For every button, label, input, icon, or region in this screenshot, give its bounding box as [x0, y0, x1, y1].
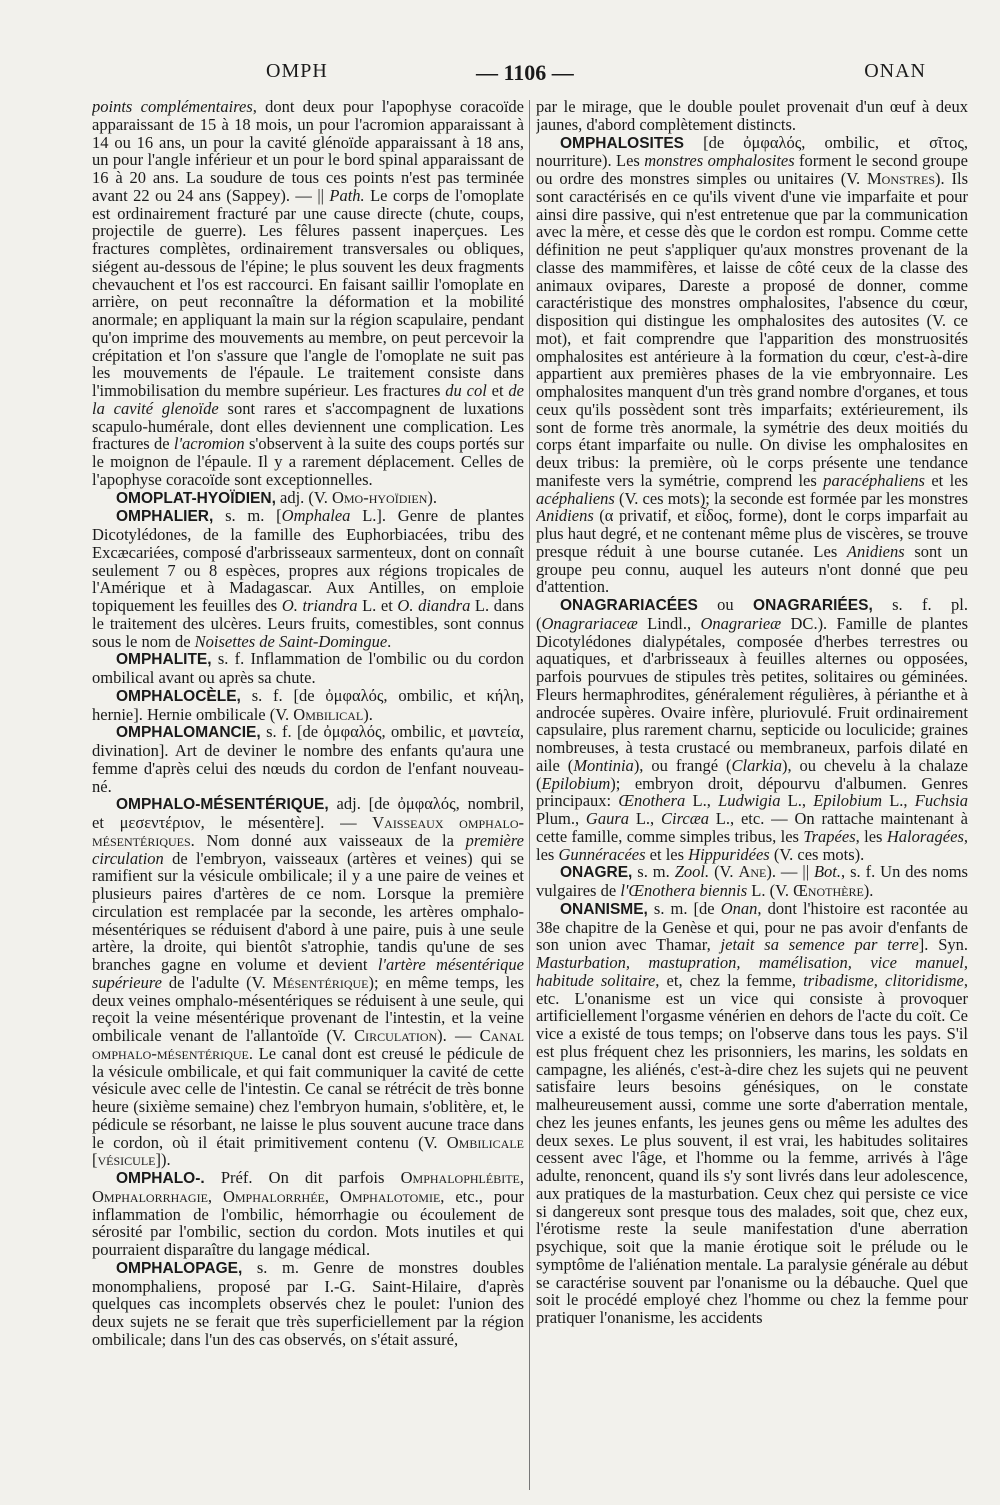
dictionary-entry [536, 134, 968, 597]
text-run: et les [924, 470, 968, 490]
small-caps-text: Mésentérique [272, 972, 369, 992]
text-run: ]. Syn. [918, 935, 968, 955]
text-run: L.]. Genre de plantes Dicotylédones, de la famille des Euphorbiacées, tribu des Excæcariées, composé d'arbrisseaux sarmenteux, dont on connaît seulement 7 ou 8 espèces, propres aux régions tropicales de l'Amérique et à Madagascar. Aux Antilles, on emploie topiquement les feuilles des [92, 506, 524, 615]
italic-text: points complémentaires [92, 98, 253, 116]
running-header [96, 60, 968, 90]
text-run: s. f. pl. ( [536, 595, 968, 633]
text-run: s. f. [de ὀμφαλός, ombilic, et μαντεία, divination]. Art de deviner le nombre des enfants qu'aura une femme d'après celui des nœuds du cordon de l'enfant nouveau-né. [92, 722, 524, 796]
text-run: , les [536, 826, 968, 864]
dictionary-entry [92, 1259, 524, 1349]
italic-text: l'Œnothera biennis [620, 881, 748, 900]
italic-text: Masturbation, mastupration, mamélisation, vice manuel, habitude solitaire [536, 953, 968, 990]
text-run: ). — [437, 1026, 480, 1045]
text-run: , etc. L'onanisme est un vice qui consiste à provoquer artificiellement l'orgasme vénérien en dehors de l'acte du coït. Ce vice a existé de tous temps; on l'observe dans tous les pays. S'il est plus fréquent chez les prisonniers, les marins, les soldats en campagne, les aliénés, c'est-à-dire chez les sujets qui ne peuvent satisfaire leurs besoins génésiques, on le constate malheureusement aussi, comme une sorte d'aberration mentale, chez les jeunes enfants, les jeunes gens ou même les adultes des deux sexes. Le plus souvent, il est vrai, les habitudes solitaires cessent avec l'âge, et l'homme ou la femme, arrivés à l'âge adulte, renoncent, quand ils s'y sont livrés dans leur adolescence, aux pratiques de la masturbation. Ceux chez qui persiste ce vice si dangereux sont presque tous des malades, soit que, chez eux, l'érotisme reste la seule manifestation d'une aberration psychique, soit que la manie érotique soit le prélude ou le symptôme de l'aliénation mentale. La paralysie générale au début se caractérise souvent par l'onanisme ou la débauche. Quel que soit le procédé employé chez l'homme ou chez la femme pour pratiquer l'onanisme, les accidents [536, 970, 968, 1327]
text-run: [de ὀμφαλός, ombilic, et σῖτος, nourriture). Les [536, 132, 968, 171]
text-run: s'observent à la suite des coups portés sur le moignon de l'épaule. Il y a rarement déplacement. Celles de l'apophyse coracoïde sont exceptionnelles. [92, 434, 524, 489]
italic-text: O. diandra [397, 596, 471, 615]
headword: ONAGRARIACÉES [560, 597, 698, 614]
text-run: de l'embryon, vaisseaux (artères et veines) qui se ramifient sur la vésicule ombilicale; il y a une paire de veines et plusieurs paires d'artères de ce nom. Lorsque la première circulation est remplacée par la seconde, les artères omphalo-mésentériques se réduisent d'abord à une paire, puis à une seule artère, la droite, qui bientôt s'atrophie, tandis qu'une de ses branches gagne en volume et devient [92, 848, 524, 974]
text-run: ). [863, 881, 874, 900]
headword: OMPHALOSITES [560, 134, 685, 152]
text-run: ). [363, 704, 373, 724]
text-run: (V. ces mots). [769, 844, 865, 864]
italic-text: Œnothera [618, 791, 686, 811]
italic-text: Montinia [573, 755, 634, 775]
italic-text: Zool. [674, 862, 710, 882]
italic-text: Epilobium [813, 791, 882, 811]
italic-text: Epilobium [541, 773, 611, 793]
text-run: Le corps de l'omoplate est ordinairement fracturé par une cause directe (chute, coups, projectile de guerre). Les fêlures passent inaperçues. Les fractures complètes, ordinairement transversales ou obliques, siégent au-dessous de l'épine; le plus souvent les deux fragments chevauchent et l'os est raccourci. En faisant saillir l'omoplate en arrière, on peut reconnaître la déformation et la mobilité anormale; en appliquant la main sur la région scapulaire, pendant qu'on imprime des mouvements au membre, on peut percevoir la crépitation et l'on s'assure que l'angle de l'omoplate ne suit pas les mouvements de l'épaule. Le traitement consiste dans l'immobilisation du membre supérieur. Les fractures [92, 185, 524, 400]
small-caps-text: Œnothère [793, 881, 864, 900]
italic-text: Ludwigia [718, 791, 781, 811]
text-run: adj. (V. [275, 487, 332, 507]
headword: ONAGRE, [560, 864, 633, 882]
text-run: et [486, 381, 509, 400]
dictionary-entry [536, 863, 968, 900]
text-run: . [387, 631, 392, 651]
text-run: ); embryon droit, dépourvu d'albumen. Genres principaux: [536, 773, 968, 811]
italic-text: Noisettes de Saint-Domingue [194, 631, 388, 651]
dictionary-entry [92, 795, 524, 1169]
italic-text: jetait sa semence par terre [720, 935, 919, 955]
text-run: , et, chez la femme, [655, 970, 804, 990]
text-run: ). — || [766, 862, 814, 882]
italic-text: Circæa [661, 809, 709, 828]
text-run: , s. f. Un des noms vulgaires de [536, 862, 968, 900]
text-run: DC.). Famille de plantes Dicotylédones dialypétales, composée d'herbes terrestres ou aquatiques, et d'arbrisseaux à feuilles alternes ou opposées, parfois pourvues de stipules très petites, solitaires ou géminées. Fleurs hermaphrodites, généralement régulières, à périanthe et à androcée supères. Ovaire infère, pluriovulé. Fruit ordinairement capsulaire, plus rarement charnu, septicide ou loculicide; graines nombreuses, à testa crustacé ou membraneux, parfois dilaté en aile ( [536, 613, 968, 775]
text-run: ). [427, 487, 437, 507]
text-run: par le mirage, que le double poulet provenait d'un œuf à deux jaunes, d'abord complètement distincts. [536, 98, 968, 134]
italic-text: Onan [720, 898, 758, 918]
text-run: L., [685, 791, 719, 811]
italic-text: Hippuridées [688, 844, 770, 864]
small-caps-text: Ombilicale [vésicule] [92, 1132, 524, 1170]
text-run: s. m. [ [213, 506, 282, 526]
italic-text: monstres omphalosites [644, 151, 795, 171]
text-run: s. f. [de ὀμφαλός, ombilic, et κήλη, hernie]. Hernie ombilicale (V. [92, 685, 524, 724]
text-run: , dont deux pour l'apophyse coracoïde apparaissant de 15 à 18 mois, un pour l'acromion apparaissant à 14 ou 16 ans, un pour la cavité glénoïde apparaissant à 18 ans, un pour l'angle inférieur et un pour le bord spinal apparaissant de 16 à 20 ans. La soudure de tous ces points n'est pas terminée avant 22 ou 24 ans (Sappey). — || [92, 98, 524, 205]
text-run: adj. [de ὀμφαλός, nombril, et μεσεντέριον, le mésentère]. — [92, 794, 524, 832]
headword: OMPHALOCÈLE, [116, 687, 241, 705]
dictionary-entry [92, 489, 524, 508]
text-run: . Le canal dont est creusé le pédicule de la vésicule ombilicale, et qui fait communiquer la cavité de cette vésicule avec celle de l'intestin. Ce canal se rétrécit de très bonne heure (sixième semaine) chez l'embryon humain, s'oblitère, et, le pédicule se résorbant, ne laisse le plus souvent aucune trace dans le cordon, où il était primitivement contenu (V. [92, 1043, 524, 1152]
italic-text: tribadisme, clitoridisme [803, 970, 964, 990]
text-run: , etc., pour inflammation de l'ombilic, hémorrhagie ou écoulement de sérosité par l'ombilic, section du cordon. Mots inutiles et qui pourraient disparaître du langage médical. [92, 1186, 524, 1259]
small-caps-text: Vaisseaux omphalo-mésentériques [92, 813, 524, 850]
text-run: ou [697, 595, 754, 614]
headword: OMPHALOMANCIE, [116, 724, 261, 742]
text-run: L., [780, 791, 814, 811]
text-run: Lindl., [637, 613, 701, 633]
italic-text: Anidiens [846, 541, 905, 561]
text-run: (α privatif, et εἶδος, forme), dont le corps imparfait au plus haut degré, et ne contenant même plus de viscères, se trouve presque réduit à une bourse cutanée. Les [536, 506, 968, 561]
headword: OMPHALO-MÉSENTÉRIQUE, [116, 796, 329, 814]
paragraph [536, 98, 968, 134]
small-caps-text: Omphalophlébite, Omphalorrhagie, Omphalorrhée, Omphalotomie [92, 1168, 524, 1206]
text-run: s. f. Inflammation de l'ombilic ou du cordon ombilical avant ou après sa chute. [92, 649, 524, 687]
headword: OMPHALO-. [116, 1170, 205, 1187]
italic-text: Clarkia [731, 755, 782, 775]
italic-text: Omphalea [281, 506, 351, 526]
italic-text: Haloragées [886, 826, 964, 846]
text-run: ), ou frangé ( [633, 755, 732, 775]
text-run: sont un groupe peu connu, auquel les auteurs n'ont donné que peu d'attention. [536, 541, 968, 597]
small-caps-text: Ane [738, 862, 767, 882]
italic-text: Path. [329, 185, 365, 205]
text-run: L., [629, 809, 661, 828]
italic-text: Anidiens [536, 506, 594, 526]
text-run: L., etc. — On rattache maintenant à cette famille, comme simples tribus, les [536, 809, 968, 846]
text-run: et les [645, 844, 689, 864]
italic-text: l'acromion [173, 434, 245, 454]
text-run: s. m. [de [647, 898, 721, 918]
dictionary-entry [92, 507, 524, 650]
italic-text: paracéphaliens [823, 470, 925, 490]
dictionary-entry [92, 650, 524, 687]
headword: OMPHALIER, [116, 508, 214, 526]
text-run: Préf. On dit parfois [204, 1168, 401, 1187]
italic-text: du col [445, 381, 487, 400]
text-run: s. m. [632, 862, 675, 882]
text-run: L. (V. [747, 881, 794, 900]
dictionary-entry [536, 900, 968, 1327]
italic-text: Gunnéracées [558, 844, 646, 864]
text-run: ); en même temps, les deux veines omphalo-mésentériques se réduisent à une seule, qui reçoit la veine mésentérique provenant de l'intestin, et la veine ombilicale venant de l'allantoïde (V. [92, 972, 524, 1045]
page-number: — 1106 — [476, 60, 574, 85]
headword: OMPHALOPAGE, [116, 1259, 243, 1277]
text-run: , les [855, 826, 887, 846]
text-run: (V. ces mots); la seconde est formée par les monstres [614, 488, 968, 508]
italic-text: Onagrarieæ [700, 613, 782, 633]
text-run: Plum., [536, 809, 586, 828]
text-run: ). [161, 1150, 171, 1170]
small-caps-text: Monstres [867, 169, 936, 188]
italic-text: première circulation [92, 830, 524, 868]
text-run: L. et [357, 596, 398, 615]
headword: OMOPLAT-HYOÏDIEN, [116, 489, 276, 507]
dictionary-entry [536, 596, 968, 863]
text-run: s. m. Genre de monstres doubles monomphaliens, proposé par I.-G. Saint-Hilaire, d'après quelques cas incomplets observés chez le poulet: l'union des deux sujets ne se ferait que très superficiellement par la région ombilicale; dans l'un des cas observés, on s'était assuré, [92, 1257, 524, 1349]
text-run: ), ou chevelu à la chalaze ( [536, 755, 968, 793]
text-run: L., [882, 791, 915, 811]
text-run: forment le second groupe ou ordre des monstres simples ou unitaires (V. [536, 151, 968, 188]
small-caps-text: Ombilical [293, 704, 364, 724]
italic-text: de la cavité glenoïde [92, 381, 524, 418]
text-run: ). Ils sont caractérisés en ce qu'ils vivent d'une vie imparfaite et pour ainsi dire passive, qui n'est entretenue que par la communication avec la mère, et cesse dès que le cordon est rompu. Comme cette définition ne peut s'appliquer qu'aux monstres provenant de la classe des mammifères, et laisse de côté ceux de la classe des animaux ovipares, Dareste a proposé de donner, comme caractéristique des monstres omphalosites, l'absence du cœur, disposition qui distingue les omphalosites des autosites (V. ce mot), et fait comprendre que l'apparition des monstruosités omphalosites est antérieure à la formation du cœur, c'est-à-dire appartient aux premières phases de la vie embryonnaire. Les omphalosites manquent d'un très grand nombre d'organes, et tous ceux qu'ils possèdent sont très imparfaits; extérieurement, ils sont de forme très anormale, la symétrie des deux moitiés du corps étant imparfaite ou nulle. On divise les omphalosites en deux tribus: la première, où le corps présente une tendance manifeste vers la symétrie, comprend les [536, 169, 968, 490]
italic-text: Trapées [803, 826, 856, 846]
right-column [536, 98, 968, 1490]
text-run: sont rares et s'accompagnent de luxations scapulo-humérale, dont elles deviennent une complication. Les fractures de [92, 398, 524, 454]
small-caps-text: Omo-hyoïdien [331, 487, 428, 507]
italic-text: acéphaliens [536, 488, 615, 508]
italic-text: l'artère mésentérique supérieure [92, 955, 524, 992]
small-caps-text: Circulation [354, 1026, 438, 1045]
column-divider [529, 100, 530, 1490]
headword: ONANISME, [560, 900, 648, 918]
text-run: . Nom donné aux vaisseaux de la [190, 830, 466, 850]
headword: OMPHALITE, [116, 651, 212, 669]
text-run: de l'adulte (V. [161, 972, 273, 992]
header-right-guideword: ONAN [864, 60, 926, 82]
dictionary-entry [92, 687, 524, 724]
dictionary-entry [92, 1169, 524, 1259]
header-left-guideword: OMPH [266, 60, 328, 82]
text-run: (V. [709, 862, 739, 882]
italic-text: Gaura [585, 809, 630, 828]
dictionary-entry [92, 723, 524, 795]
italic-text: Onagrariaceæ [541, 613, 638, 633]
italic-text: Bot. [813, 862, 841, 882]
headword: ONAGRARIÉES, [753, 597, 873, 614]
left-column [92, 98, 524, 1490]
italic-text: O. triandra [281, 596, 358, 615]
text-run: L. dans le traitement des ulcères. Leurs fruits, comestibles, sont connus sous le nom de [92, 596, 524, 651]
text-run: , dont l'histoire est racontée au 38e chapitre de la Genèse et qui, pour ne pas avoir d'enfants de son union avec Thamar, [536, 898, 968, 955]
paragraph [92, 98, 524, 489]
italic-text: Fuchsia [914, 791, 968, 811]
small-caps-text: Canal omphalo-mésentérique [92, 1026, 524, 1063]
